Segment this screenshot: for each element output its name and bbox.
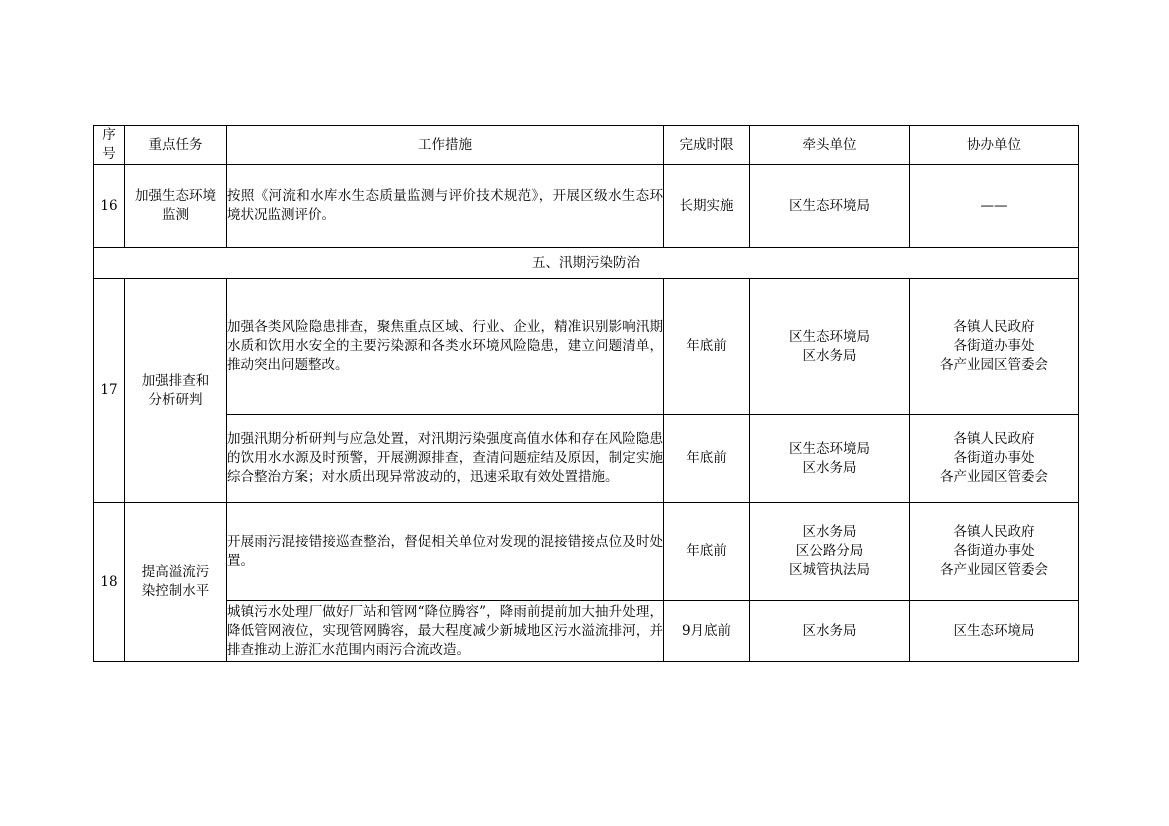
header-seq — [94, 126, 125, 165]
assist-unit: 各镇人民政府 — [953, 319, 1035, 335]
table-row-18b — [94, 601, 1079, 662]
lead-unit: 区城管执法局 — [789, 562, 870, 578]
row18-assist-2 — [910, 601, 1079, 662]
row17-deadline-2: 年底前 — [664, 415, 750, 503]
row18-assist-1 — [910, 503, 1079, 601]
table-row-17a — [94, 279, 1079, 415]
row17-no: 17 — [94, 279, 125, 503]
row18-deadline-1: 年底前 — [664, 503, 750, 601]
table-row-17b — [94, 415, 1079, 503]
row18-measure-2: 城镇污水处理厂做好厂站和管网“降位腾容”，降雨前提前加大抽升处理，降低管网液位，实现管网腾容，最大程度减少新城地区污水溢流排河，并排查推动上游汇水范围内雨污合流改造。 — [227, 601, 664, 662]
row16-deadline: 长期实施 — [664, 165, 750, 248]
lead-unit: 区生态环境局 — [789, 328, 870, 345]
header-assist: 协办单位 — [910, 126, 1079, 165]
row16-no: 16 — [94, 165, 125, 248]
lead-unit: 区水务局 — [802, 622, 857, 639]
assist-unit: 各产业园区管委会 — [940, 469, 1048, 485]
header-measures: 工作措施 — [227, 126, 664, 165]
assist-unit: 各街道办事处 — [953, 338, 1035, 354]
section-row — [94, 248, 1079, 279]
lead-unit: 区水务局 — [802, 347, 857, 364]
section-title: 五、汛期污染防治 — [94, 248, 1079, 279]
row16-assist: —— — [910, 165, 1079, 248]
row17-assist-2 — [910, 415, 1079, 503]
header-row — [94, 126, 1079, 165]
row18-task-label: 提高溢流污染控制水平 — [141, 564, 210, 599]
row16-lead: 区生态环境局 — [750, 165, 910, 248]
row16-measure: 按照《河流和水库水生态质量监测与评价技术规范》，开展区级水生态环境状况监测评价。 — [227, 165, 664, 248]
row16-task — [125, 165, 227, 248]
assist-unit: 区生态环境局 — [953, 622, 1035, 639]
lead-unit: 区生态环境局 — [789, 440, 870, 457]
row18-measure-1: 开展雨污混接错接巡查整治，督促相关单位对发现的混接错接点位及时处置。 — [227, 503, 664, 601]
row18-deadline-2: 9月底前 — [664, 601, 750, 662]
row18-lead-2 — [750, 601, 910, 662]
lead-unit: 区公路分局 — [795, 543, 864, 559]
header-lead: 牵头单位 — [750, 126, 910, 165]
row18-task — [125, 503, 227, 662]
assist-unit: 各街道办事处 — [953, 450, 1035, 466]
row17-measure-2: 加强汛期分析研判与应急处置，对汛期污染强度高值水体和存在风险隐患的饮用水水源及时预警，开展溯源排查，查清问题症结及原因，制定实施综合整治方案；对水质出现异常波动的，迅速采取有效处置措施。 — [227, 415, 664, 503]
row17-assist-1 — [910, 279, 1079, 415]
row18-no: 18 — [94, 503, 125, 662]
assist-unit: 各产业园区管委会 — [940, 357, 1048, 373]
assist-unit: 各街道办事处 — [953, 543, 1035, 559]
row17-task-label: 加强排查和分析研判 — [141, 372, 210, 408]
task-table — [93, 125, 1079, 662]
table-row-16 — [94, 165, 1079, 248]
header-task: 重点任务 — [125, 126, 227, 165]
row17-measure-1: 加强各类风险隐患排查，聚焦重点区域、行业、企业，精准识别影响汛期水质和饮用水安全的主要污染源和各类水环境风险隐患，建立问题清单，推动突出问题整改。 — [227, 279, 664, 415]
lead-unit: 区水务局 — [802, 459, 857, 476]
row17-lead-2 — [750, 415, 910, 503]
row17-deadline-1: 年底前 — [664, 279, 750, 415]
assist-unit: 各产业园区管委会 — [940, 562, 1048, 578]
assist-unit: 各镇人民政府 — [953, 524, 1035, 540]
header-seq-label: 序号 — [102, 127, 116, 162]
row17-lead-1 — [750, 279, 910, 415]
assist-unit: 各镇人民政府 — [953, 431, 1035, 447]
row17-task — [125, 279, 227, 503]
row18-lead-1 — [750, 503, 910, 601]
row16-task-label: 加强生态环境监测 — [135, 188, 216, 223]
header-deadline: 完成时限 — [664, 126, 750, 165]
table-row-18a — [94, 503, 1079, 601]
lead-unit: 区水务局 — [802, 524, 857, 540]
